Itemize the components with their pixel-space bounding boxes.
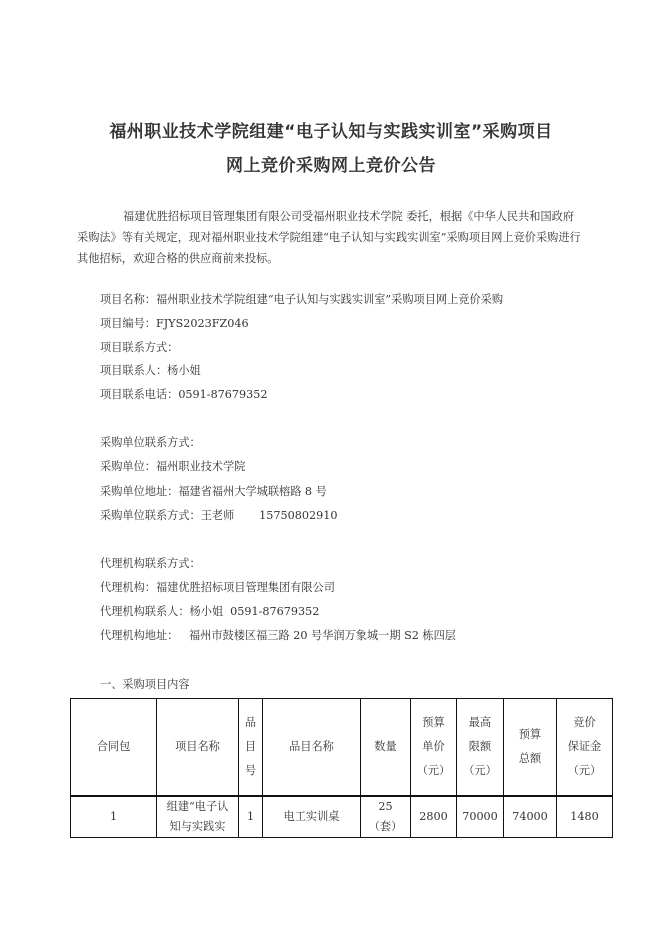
cell-total-budget: 74000 bbox=[504, 796, 557, 838]
agency-contact: 代理机构联系人：杨小姐 0591-87679352 bbox=[100, 605, 320, 618]
cell-deposit: 1480 bbox=[557, 796, 613, 838]
project-name: 项目名称：福州职业技术学院组建“电子认知与实践实训室”采购项目网上竞价采购 bbox=[100, 293, 504, 306]
purchaser-unit: 采购单位：福州职业技术学院 bbox=[100, 460, 246, 473]
header-quantity: 数量 bbox=[361, 699, 411, 797]
header-item-no: 品 目 号 bbox=[239, 699, 263, 797]
cell-unit-price: 2800 bbox=[411, 796, 457, 838]
table-row bbox=[71, 796, 613, 838]
cell-item-no: 1 bbox=[239, 796, 263, 838]
cell-quantity: 25 （套） bbox=[361, 796, 411, 838]
intro-paragraph: 福建优胜招标项目管理集团有限公司受福州职业技术学院 委托，根据《中华人民共和国政府采购法》等有关规定，现对福州职业技术学院组建“电子认知与实践实训室”采购项目网上竞价采购进行其他招标，欢迎合格的供应商前来投标。 bbox=[77, 210, 581, 265]
project-contact-phone: 项目联系电话：0591-87679352 bbox=[100, 388, 268, 401]
agency-address: 代理机构地址： 福州市鼓楼区福三路 20 号华润万象城一期 S2 栋四层 bbox=[100, 629, 456, 642]
agency-name: 代理机构：福建优胜招标项目管理集团有限公司 bbox=[100, 581, 335, 594]
header-deposit: 竞价 保证金 （元） bbox=[557, 699, 613, 797]
header-max-limit: 最高 限额 （元） bbox=[457, 699, 504, 797]
section-heading: 一、采购项目内容 bbox=[100, 678, 190, 691]
project-contact-heading: 项目联系方式： bbox=[100, 341, 179, 354]
procurement-table bbox=[70, 698, 613, 838]
header-total-budget: 预算 总额 bbox=[504, 699, 557, 797]
project-contact-person: 项目联系人：杨小姐 bbox=[100, 364, 201, 377]
project-number: 项目编号：FJYS2023FZ046 bbox=[100, 317, 249, 330]
agency-heading: 代理机构联系方式： bbox=[100, 557, 201, 570]
cell-max-limit: 70000 bbox=[457, 796, 504, 838]
purchaser-heading: 采购单位联系方式： bbox=[100, 436, 201, 449]
header-package: 合同包 bbox=[71, 699, 157, 797]
cell-package: 1 bbox=[71, 796, 157, 838]
header-item-name: 品目名称 bbox=[263, 699, 361, 797]
cell-item-name: 电工实训桌 bbox=[263, 796, 361, 838]
header-project-name: 项目名称 bbox=[157, 699, 239, 797]
table-header-row bbox=[71, 699, 613, 797]
document-title: 福州职业技术学院组建“电子认知与实践实训室”采购项目 bbox=[109, 122, 553, 142]
purchaser-address: 采购单位地址：福建省福州大学城联榕路 8 号 bbox=[100, 485, 327, 498]
document-subtitle: 网上竞价采购网上竞价公告 bbox=[226, 156, 436, 176]
header-unit-price: 预算 单价 （元） bbox=[411, 699, 457, 797]
purchaser-contact: 采购单位联系方式：王老师 15750802910 bbox=[100, 509, 338, 522]
cell-project-name: 组建“电子认 知与实践实 bbox=[157, 796, 239, 838]
